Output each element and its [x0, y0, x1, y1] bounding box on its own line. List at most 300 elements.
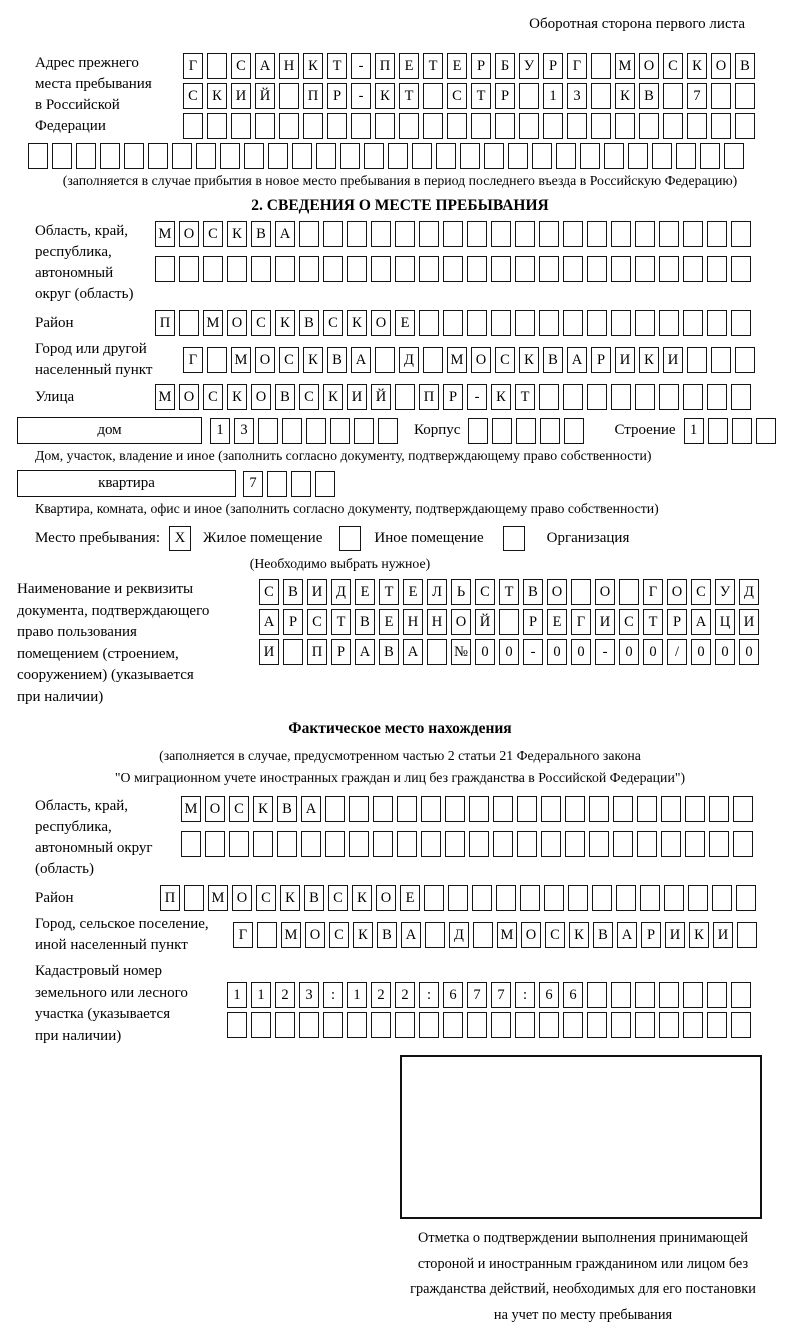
char-cell[interactable]: : [419, 982, 439, 1008]
char-cell[interactable]: В [355, 609, 375, 635]
char-cell[interactable] [448, 885, 468, 911]
char-cell[interactable] [613, 796, 633, 822]
checkbox-other-premises[interactable] [339, 526, 361, 551]
char-cell[interactable] [371, 221, 391, 247]
char-cell[interactable]: 0 [475, 639, 495, 665]
char-cell[interactable] [613, 831, 633, 857]
char-cell[interactable] [468, 418, 488, 444]
char-cell[interactable] [731, 384, 751, 410]
char-cell[interactable] [515, 256, 535, 282]
char-cell[interactable] [544, 885, 564, 911]
char-cell[interactable]: И [595, 609, 615, 635]
char-cell[interactable] [635, 1012, 655, 1038]
char-cell[interactable]: Е [379, 609, 399, 635]
char-cell[interactable] [519, 113, 539, 139]
char-cell[interactable] [371, 1012, 391, 1038]
char-cell[interactable]: К [227, 384, 247, 410]
char-cell[interactable]: О [255, 347, 275, 373]
char-cell[interactable]: 0 [691, 639, 711, 665]
char-cell[interactable] [183, 113, 203, 139]
char-cell[interactable]: Е [547, 609, 567, 635]
checkbox-residential[interactable]: X [169, 526, 191, 551]
char-cell[interactable] [255, 113, 275, 139]
char-cell[interactable] [659, 256, 679, 282]
char-cell[interactable]: О [205, 796, 225, 822]
char-cell[interactable]: И [347, 384, 367, 410]
char-cell[interactable] [327, 113, 347, 139]
char-cell[interactable]: С [447, 83, 467, 109]
char-cell[interactable] [659, 310, 679, 336]
char-cell[interactable] [659, 1012, 679, 1038]
char-cell[interactable] [700, 143, 720, 169]
char-cell[interactable] [604, 143, 624, 169]
char-cell[interactable] [733, 831, 753, 857]
char-cell[interactable] [688, 885, 708, 911]
char-cell[interactable] [589, 831, 609, 857]
char-cell[interactable]: 0 [739, 639, 759, 665]
char-cell[interactable] [709, 796, 729, 822]
char-cell[interactable] [375, 347, 395, 373]
char-cell[interactable]: Т [471, 83, 491, 109]
char-cell[interactable] [493, 831, 513, 857]
char-cell[interactable] [587, 221, 607, 247]
char-cell[interactable]: 1 [347, 982, 367, 1008]
char-cell[interactable] [378, 418, 398, 444]
char-cell[interactable]: В [277, 796, 297, 822]
char-cell[interactable] [423, 347, 443, 373]
char-cell[interactable]: Р [443, 384, 463, 410]
char-cell[interactable]: Г [643, 579, 663, 605]
char-cell[interactable] [663, 113, 683, 139]
char-cell[interactable] [258, 418, 278, 444]
char-cell[interactable]: В [275, 384, 295, 410]
char-cell[interactable]: С [475, 579, 495, 605]
char-cell[interactable] [520, 885, 540, 911]
char-cell[interactable]: К [303, 53, 323, 79]
char-cell[interactable] [637, 796, 657, 822]
char-cell[interactable] [661, 796, 681, 822]
char-cell[interactable] [683, 310, 703, 336]
char-cell[interactable] [733, 796, 753, 822]
char-cell[interactable] [306, 418, 326, 444]
char-cell[interactable] [315, 471, 335, 497]
char-cell[interactable] [460, 143, 480, 169]
char-cell[interactable]: В [639, 83, 659, 109]
char-cell[interactable] [709, 831, 729, 857]
char-cell[interactable]: А [691, 609, 711, 635]
char-cell[interactable] [340, 143, 360, 169]
char-cell[interactable] [279, 83, 299, 109]
char-cell[interactable] [707, 1012, 727, 1038]
char-cell[interactable] [467, 221, 487, 247]
char-cell[interactable] [303, 113, 323, 139]
char-cell[interactable] [443, 221, 463, 247]
char-cell[interactable]: К [491, 384, 511, 410]
char-cell[interactable] [539, 1012, 559, 1038]
char-cell[interactable]: 1 [210, 418, 230, 444]
char-cell[interactable]: К [375, 83, 395, 109]
char-cell[interactable] [277, 831, 297, 857]
char-cell[interactable] [515, 1012, 535, 1038]
char-cell[interactable]: С [279, 347, 299, 373]
char-cell[interactable]: П [160, 885, 180, 911]
char-cell[interactable] [323, 221, 343, 247]
char-cell[interactable] [687, 113, 707, 139]
char-cell[interactable] [592, 885, 612, 911]
char-cell[interactable]: Н [279, 53, 299, 79]
char-cell[interactable] [616, 885, 636, 911]
char-cell[interactable] [467, 310, 487, 336]
char-cell[interactable] [349, 796, 369, 822]
char-cell[interactable]: К [352, 885, 372, 911]
char-cell[interactable]: 0 [619, 639, 639, 665]
char-cell[interactable] [395, 221, 415, 247]
char-cell[interactable] [735, 113, 755, 139]
char-cell[interactable] [587, 1012, 607, 1038]
char-cell[interactable] [587, 310, 607, 336]
char-cell[interactable] [275, 1012, 295, 1038]
char-cell[interactable]: С [231, 53, 251, 79]
char-cell[interactable] [732, 418, 752, 444]
char-cell[interactable] [467, 256, 487, 282]
char-cell[interactable]: Р [327, 83, 347, 109]
char-cell[interactable] [495, 113, 515, 139]
char-cell[interactable]: С [251, 310, 271, 336]
char-cell[interactable]: Е [400, 885, 420, 911]
char-cell[interactable] [423, 113, 443, 139]
char-cell[interactable] [419, 256, 439, 282]
char-cell[interactable] [443, 256, 463, 282]
char-cell[interactable]: С [619, 609, 639, 635]
char-cell[interactable] [635, 982, 655, 1008]
char-cell[interactable] [519, 83, 539, 109]
char-cell[interactable] [611, 221, 631, 247]
char-cell[interactable]: В [327, 347, 347, 373]
char-cell[interactable]: 1 [227, 982, 247, 1008]
char-cell[interactable] [735, 83, 755, 109]
char-cell[interactable] [707, 256, 727, 282]
char-cell[interactable] [563, 1012, 583, 1038]
char-cell[interactable] [469, 796, 489, 822]
char-cell[interactable] [445, 796, 465, 822]
char-cell[interactable] [351, 113, 371, 139]
char-cell[interactable] [731, 256, 751, 282]
char-cell[interactable]: Р [523, 609, 543, 635]
char-cell[interactable] [683, 1012, 703, 1038]
char-cell[interactable]: Л [427, 579, 447, 605]
char-cell[interactable] [517, 831, 537, 857]
char-cell[interactable] [323, 256, 343, 282]
char-cell[interactable]: К [689, 922, 709, 948]
char-cell[interactable] [683, 982, 703, 1008]
char-cell[interactable] [685, 831, 705, 857]
char-cell[interactable]: 1 [543, 83, 563, 109]
char-cell[interactable] [652, 143, 672, 169]
char-cell[interactable]: И [713, 922, 733, 948]
char-cell[interactable]: А [617, 922, 637, 948]
char-cell[interactable]: У [519, 53, 539, 79]
char-cell[interactable] [707, 982, 727, 1008]
char-cell[interactable] [731, 310, 751, 336]
char-cell[interactable]: А [255, 53, 275, 79]
char-cell[interactable]: № [451, 639, 471, 665]
char-cell[interactable]: Й [255, 83, 275, 109]
char-cell[interactable]: О [227, 310, 247, 336]
char-cell[interactable]: К [569, 922, 589, 948]
char-cell[interactable] [207, 113, 227, 139]
char-cell[interactable]: А [403, 639, 423, 665]
char-cell[interactable]: И [739, 609, 759, 635]
char-cell[interactable] [373, 796, 393, 822]
char-cell[interactable] [299, 1012, 319, 1038]
char-cell[interactable] [283, 639, 303, 665]
char-cell[interactable]: С [545, 922, 565, 948]
char-cell[interactable] [756, 418, 776, 444]
char-cell[interactable] [635, 310, 655, 336]
char-cell[interactable] [724, 143, 744, 169]
char-cell[interactable] [124, 143, 144, 169]
char-cell[interactable] [395, 1012, 415, 1038]
char-cell[interactable] [436, 143, 456, 169]
char-cell[interactable]: 7 [687, 83, 707, 109]
char-cell[interactable] [664, 885, 684, 911]
char-cell[interactable]: И [615, 347, 635, 373]
char-cell[interactable]: Ь [451, 579, 471, 605]
char-cell[interactable]: А [355, 639, 375, 665]
char-cell[interactable]: О [451, 609, 471, 635]
char-cell[interactable]: Б [495, 53, 515, 79]
char-cell[interactable] [207, 53, 227, 79]
char-cell[interactable]: К [347, 310, 367, 336]
char-cell[interactable] [563, 256, 583, 282]
char-cell[interactable]: 6 [539, 982, 559, 1008]
char-cell[interactable] [565, 796, 585, 822]
char-cell[interactable] [676, 143, 696, 169]
char-cell[interactable] [100, 143, 120, 169]
char-cell[interactable] [685, 796, 705, 822]
char-cell[interactable] [445, 831, 465, 857]
char-cell[interactable] [589, 796, 609, 822]
char-cell[interactable]: Т [379, 579, 399, 605]
char-cell[interactable] [419, 221, 439, 247]
char-cell[interactable]: К [275, 310, 295, 336]
char-cell[interactable]: Р [641, 922, 661, 948]
char-cell[interactable]: Р [331, 639, 351, 665]
char-cell[interactable]: 6 [443, 982, 463, 1008]
char-cell[interactable]: Д [739, 579, 759, 605]
char-cell[interactable]: М [203, 310, 223, 336]
char-cell[interactable] [467, 1012, 487, 1038]
char-cell[interactable]: И [665, 922, 685, 948]
char-cell[interactable]: К [615, 83, 635, 109]
char-cell[interactable] [532, 143, 552, 169]
char-cell[interactable] [419, 310, 439, 336]
char-cell[interactable]: 2 [395, 982, 415, 1008]
char-cell[interactable] [541, 831, 561, 857]
char-cell[interactable]: Д [331, 579, 351, 605]
char-cell[interactable]: Г [183, 53, 203, 79]
char-cell[interactable]: К [303, 347, 323, 373]
char-cell[interactable] [347, 221, 367, 247]
char-cell[interactable]: Г [233, 922, 253, 948]
char-cell[interactable]: 2 [371, 982, 391, 1008]
char-cell[interactable]: С [299, 384, 319, 410]
char-cell[interactable]: Е [355, 579, 375, 605]
char-cell[interactable] [731, 982, 751, 1008]
char-cell[interactable]: Г [567, 53, 587, 79]
char-cell[interactable]: 0 [547, 639, 567, 665]
char-cell[interactable]: М [281, 922, 301, 948]
char-cell[interactable]: К [323, 384, 343, 410]
char-cell[interactable]: М [181, 796, 201, 822]
char-cell[interactable] [291, 471, 311, 497]
char-cell[interactable]: 7 [467, 982, 487, 1008]
char-cell[interactable] [683, 384, 703, 410]
char-cell[interactable] [611, 1012, 631, 1038]
char-cell[interactable] [563, 221, 583, 247]
char-cell[interactable] [299, 221, 319, 247]
char-cell[interactable] [539, 310, 559, 336]
char-cell[interactable]: О [179, 384, 199, 410]
char-cell[interactable]: В [377, 922, 397, 948]
char-cell[interactable] [399, 113, 419, 139]
char-cell[interactable]: О [471, 347, 491, 373]
char-cell[interactable] [683, 221, 703, 247]
char-cell[interactable] [587, 384, 607, 410]
char-cell[interactable] [637, 831, 657, 857]
char-cell[interactable] [196, 143, 216, 169]
char-cell[interactable]: - [595, 639, 615, 665]
char-cell[interactable] [205, 831, 225, 857]
char-cell[interactable]: Н [403, 609, 423, 635]
char-cell[interactable] [397, 796, 417, 822]
char-cell[interactable] [155, 256, 175, 282]
char-cell[interactable] [493, 796, 513, 822]
char-cell[interactable]: С [183, 83, 203, 109]
char-cell[interactable]: К [280, 885, 300, 911]
char-cell[interactable]: 1 [684, 418, 704, 444]
char-cell[interactable] [540, 418, 560, 444]
char-cell[interactable]: О [251, 384, 271, 410]
char-cell[interactable]: А [401, 922, 421, 948]
char-cell[interactable] [227, 256, 247, 282]
char-cell[interactable] [473, 922, 493, 948]
char-cell[interactable]: О [639, 53, 659, 79]
char-cell[interactable]: Т [327, 53, 347, 79]
char-cell[interactable]: А [301, 796, 321, 822]
char-cell[interactable]: О [711, 53, 731, 79]
char-cell[interactable]: Т [331, 609, 351, 635]
char-cell[interactable] [556, 143, 576, 169]
char-cell[interactable] [364, 143, 384, 169]
char-cell[interactable] [471, 113, 491, 139]
char-cell[interactable] [316, 143, 336, 169]
char-cell[interactable]: М [231, 347, 251, 373]
char-cell[interactable]: 3 [567, 83, 587, 109]
char-cell[interactable] [591, 113, 611, 139]
char-cell[interactable]: М [155, 384, 175, 410]
char-cell[interactable]: 3 [299, 982, 319, 1008]
char-cell[interactable]: - [467, 384, 487, 410]
char-cell[interactable]: Р [543, 53, 563, 79]
char-cell[interactable]: Й [475, 609, 495, 635]
char-cell[interactable]: В [735, 53, 755, 79]
char-cell[interactable] [563, 310, 583, 336]
char-cell[interactable]: К [687, 53, 707, 79]
char-cell[interactable]: 2 [275, 982, 295, 1008]
char-cell[interactable] [712, 885, 732, 911]
char-cell[interactable] [491, 256, 511, 282]
char-cell[interactable] [736, 885, 756, 911]
char-cell[interactable] [543, 113, 563, 139]
char-cell[interactable]: М [155, 221, 175, 247]
char-cell[interactable]: М [615, 53, 635, 79]
char-cell[interactable]: О [595, 579, 615, 605]
char-cell[interactable] [492, 418, 512, 444]
char-cell[interactable] [325, 796, 345, 822]
char-cell[interactable]: К [639, 347, 659, 373]
char-cell[interactable] [628, 143, 648, 169]
char-cell[interactable]: М [447, 347, 467, 373]
char-cell[interactable] [635, 221, 655, 247]
char-cell[interactable] [491, 221, 511, 247]
char-cell[interactable]: Е [395, 310, 415, 336]
char-cell[interactable] [244, 143, 264, 169]
char-cell[interactable]: А [259, 609, 279, 635]
char-cell[interactable] [659, 221, 679, 247]
char-cell[interactable] [323, 1012, 343, 1038]
char-cell[interactable] [568, 885, 588, 911]
char-cell[interactable]: В [299, 310, 319, 336]
char-cell[interactable] [251, 256, 271, 282]
char-cell[interactable]: С [256, 885, 276, 911]
char-cell[interactable]: В [543, 347, 563, 373]
char-cell[interactable] [184, 885, 204, 911]
char-cell[interactable] [580, 143, 600, 169]
char-cell[interactable] [279, 113, 299, 139]
char-cell[interactable] [711, 347, 731, 373]
char-cell[interactable]: П [307, 639, 327, 665]
char-cell[interactable]: 0 [715, 639, 735, 665]
char-cell[interactable] [611, 310, 631, 336]
char-cell[interactable]: П [155, 310, 175, 336]
char-cell[interactable] [516, 418, 536, 444]
char-cell[interactable]: А [351, 347, 371, 373]
char-cell[interactable] [565, 831, 585, 857]
char-cell[interactable]: С [229, 796, 249, 822]
char-cell[interactable] [472, 885, 492, 911]
char-cell[interactable] [499, 609, 519, 635]
char-cell[interactable]: В [379, 639, 399, 665]
char-cell[interactable] [661, 831, 681, 857]
char-cell[interactable] [591, 53, 611, 79]
char-cell[interactable]: О [547, 579, 567, 605]
char-cell[interactable] [325, 831, 345, 857]
char-cell[interactable] [330, 418, 350, 444]
char-cell[interactable]: Т [423, 53, 443, 79]
char-cell[interactable] [611, 384, 631, 410]
char-cell[interactable] [425, 922, 445, 948]
char-cell[interactable] [179, 256, 199, 282]
char-cell[interactable]: О [305, 922, 325, 948]
char-cell[interactable] [571, 579, 591, 605]
char-cell[interactable] [591, 83, 611, 109]
char-cell[interactable]: К [353, 922, 373, 948]
char-cell[interactable] [267, 471, 287, 497]
char-cell[interactable]: 7 [243, 471, 263, 497]
char-cell[interactable] [282, 418, 302, 444]
char-cell[interactable]: С [495, 347, 515, 373]
